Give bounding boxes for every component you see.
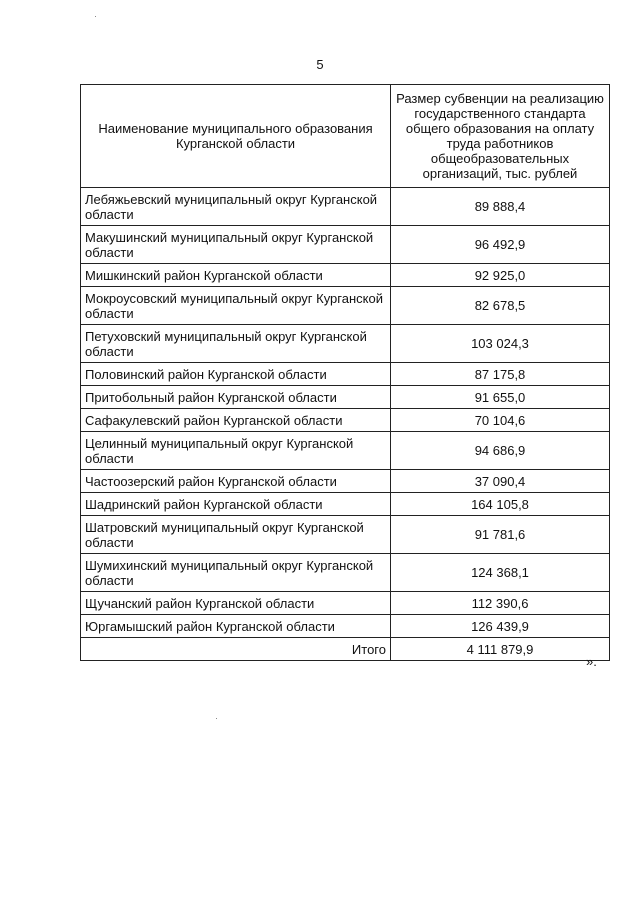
table-row [81,325,610,363]
subsidy-amount: 91 781,6 [391,516,610,554]
subsidy-amount: 96 492,9 [391,226,610,264]
closing-quote-mark: ». [586,654,597,669]
subsidy-amount: 94 686,9 [391,432,610,470]
municipality-name: Притобольный район Курганской области [81,386,391,409]
table-body [81,188,610,661]
subsidy-amount: 124 368,1 [391,554,610,592]
municipality-name: Щучанский район Курганской области [81,592,391,615]
subsidy-amount: 91 655,0 [391,386,610,409]
table-row [81,409,610,432]
table-row [81,363,610,386]
subsidy-amount: 126 439,9 [391,615,610,638]
table-header-row [81,85,610,188]
subsidy-amount: 92 925,0 [391,264,610,287]
table-row [81,554,610,592]
table-row [81,264,610,287]
column-header-municipality: Наименование муниципального образования Курганской области [81,85,391,188]
table-row [81,516,610,554]
municipality-name: Частоозерский район Курганской области [81,470,391,493]
table-row [81,432,610,470]
municipality-name: Целинный муниципальный округ Курганской области [81,432,391,470]
subsidy-amount: 89 888,4 [391,188,610,226]
table-row [81,470,610,493]
total-label: Итого [81,638,391,661]
subsidy-amount: 103 024,3 [391,325,610,363]
table-row [81,386,610,409]
table-row [81,226,610,264]
total-row [81,638,610,661]
municipality-name: Половинский район Курганской области [81,363,391,386]
table-row [81,188,610,226]
subsidy-amount: 37 090,4 [391,470,610,493]
municipality-name: Шатровский муниципальный округ Курганской области [81,516,391,554]
municipality-name: Сафакулевский район Курганской области [81,409,391,432]
scan-speck [95,16,96,17]
subsidy-amount: 112 390,6 [391,592,610,615]
table-row [81,615,610,638]
table-row [81,592,610,615]
municipality-name: Макушинский муниципальный округ Курганской области [81,226,391,264]
subsidy-amount: 87 175,8 [391,363,610,386]
municipality-name: Шадринский район Курганской области [81,493,391,516]
municipality-name: Мишкинский район Курганской области [81,264,391,287]
municipality-name: Лебяжьевский муниципальный округ Курганской области [81,188,391,226]
scan-speck [216,718,217,719]
table-row [81,493,610,516]
municipality-name: Шумихинский муниципальный округ Курганской области [81,554,391,592]
subsidy-amount: 164 105,8 [391,493,610,516]
page-number: 5 [316,57,324,72]
municipality-name: Петуховский муниципальный округ Курганской области [81,325,391,363]
column-header-amount: Размер субвенции на реализацию государственного стандарта общего образования на оплату труда работников общеобразовательных организаций, тыс. рублей [391,85,610,188]
subsidy-amount: 82 678,5 [391,287,610,325]
total-amount: 4 111 879,9 [391,638,610,661]
table-row [81,287,610,325]
municipality-name: Мокроусовский муниципальный округ Курганской области [81,287,391,325]
subsidy-table [80,84,610,661]
municipality-name: Юргамышский район Курганской области [81,615,391,638]
subsidy-amount: 70 104,6 [391,409,610,432]
